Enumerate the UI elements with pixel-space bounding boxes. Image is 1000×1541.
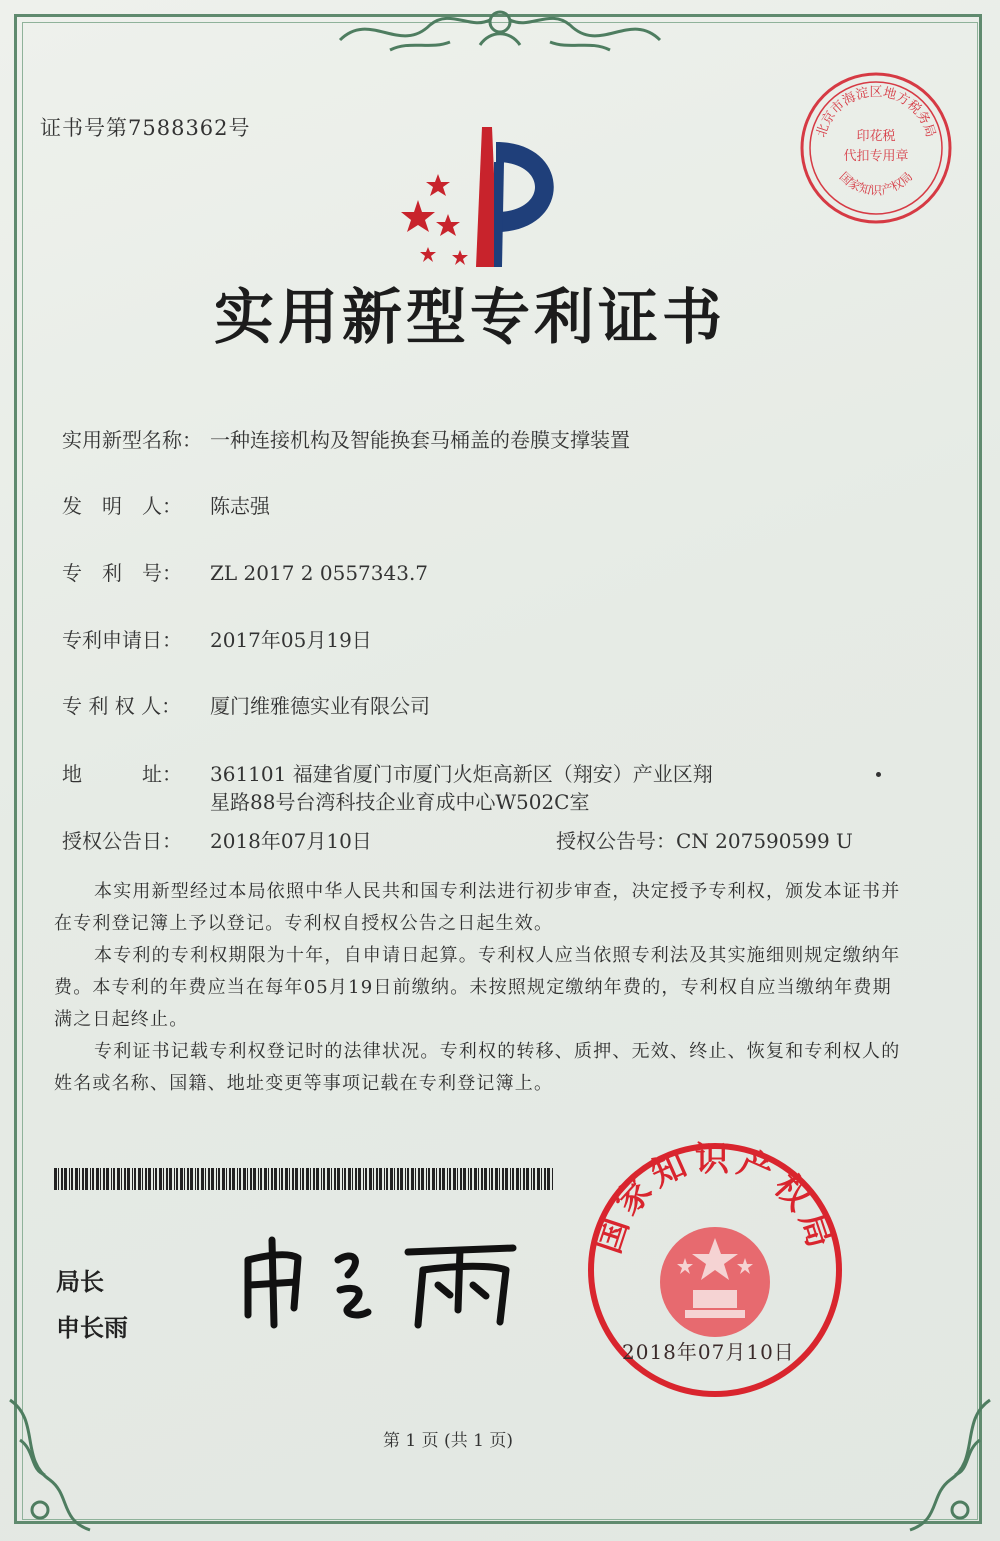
barcode-bar	[121, 1168, 122, 1190]
field-grant-no-label: 授权公告号：	[556, 829, 676, 853]
barcode-bar	[321, 1168, 322, 1190]
tax-stamp	[796, 68, 956, 228]
field-grant-no	[556, 825, 853, 854]
field-name	[62, 424, 630, 453]
field-owner	[62, 690, 430, 719]
barcode-bar	[176, 1168, 178, 1190]
barcode-bar	[79, 1168, 80, 1190]
barcode-bar	[132, 1168, 133, 1190]
field-inventor	[62, 490, 270, 519]
field-apply-date-value: 2017年05月19日	[210, 628, 372, 652]
barcode-bar	[205, 1168, 206, 1190]
barcode-bar	[229, 1168, 231, 1190]
barcode-bar	[310, 1168, 311, 1190]
barcode-bar	[100, 1168, 101, 1190]
certificate-number: 证书号第7588362号	[40, 116, 251, 140]
barcode-bar	[363, 1168, 364, 1190]
barcode-bar	[195, 1168, 196, 1190]
barcode-bar	[92, 1168, 94, 1190]
barcode-bar	[239, 1168, 241, 1190]
barcode-bar	[502, 1168, 504, 1190]
barcode-bar	[386, 1168, 388, 1190]
field-grant-date-label: 授权公告日：	[62, 829, 182, 853]
barcode-bar	[124, 1168, 126, 1190]
barcode-bar	[313, 1168, 315, 1190]
barcode-bar	[447, 1168, 448, 1190]
barcode-bar	[432, 1168, 435, 1190]
bottom-right-ornament	[880, 1380, 1000, 1541]
patent-office-logo	[398, 122, 578, 272]
barcode-bar	[463, 1168, 466, 1190]
top-ornament	[330, 0, 670, 62]
barcode-bar	[169, 1168, 172, 1190]
barcode-bar	[376, 1168, 378, 1190]
barcode-bar	[526, 1168, 529, 1190]
ink-dot	[876, 772, 881, 777]
barcode-bar	[407, 1168, 409, 1190]
barcode-bar	[394, 1168, 395, 1190]
barcode-bar	[491, 1168, 493, 1190]
barcode-bar	[523, 1168, 525, 1190]
barcode-bar	[260, 1168, 262, 1190]
paragraph-1: 本实用新型经过本局依照中华人民共和国专利法进行初步审查，决定授予专利权，颁发本证书并在专利登记簿上予以登记。专利权自授权公告之日起生效。	[54, 881, 901, 934]
barcode-bar	[106, 1168, 109, 1190]
barcode-bar	[166, 1168, 168, 1190]
barcode-bar	[61, 1168, 63, 1190]
barcode-bar	[155, 1168, 157, 1190]
barcode-bar	[96, 1168, 99, 1190]
barcode-bar	[138, 1168, 141, 1190]
barcode-bar	[264, 1168, 267, 1190]
barcode-bar	[397, 1168, 399, 1190]
barcode-bar	[103, 1168, 105, 1190]
barcode-bar	[222, 1168, 225, 1190]
barcode-bar	[537, 1168, 540, 1190]
barcode-bar	[247, 1168, 248, 1190]
barcode-bar	[369, 1168, 372, 1190]
barcode-bar	[552, 1168, 553, 1190]
field-address-line1: 361101 福建省厦门市厦门火炬高新区（翔安）产业区翔	[210, 762, 713, 786]
barcode-bar	[495, 1168, 498, 1190]
tax-stamp-outer-text: 北京市海淀区地方税务局	[814, 85, 938, 140]
barcode-bar	[449, 1168, 451, 1190]
barcode-bar	[237, 1168, 238, 1190]
barcode-bar	[111, 1168, 112, 1190]
barcode-bar	[184, 1168, 185, 1190]
barcode-bar	[379, 1168, 382, 1190]
barcode-bar	[468, 1168, 469, 1190]
barcode-bar	[281, 1168, 283, 1190]
tax-stamp-bottom-text: 国家知识产权局	[836, 169, 916, 198]
barcode-bar	[54, 1168, 57, 1190]
barcode-bar	[331, 1168, 332, 1190]
barcode-bar	[302, 1168, 304, 1190]
barcode-bar	[274, 1168, 277, 1190]
barcode-bar	[134, 1168, 136, 1190]
barcode-bar	[439, 1168, 441, 1190]
barcode-bar	[285, 1168, 288, 1190]
seal-text: 国家知识产权局	[588, 1140, 842, 1259]
barcode-bar	[300, 1168, 301, 1190]
barcode-bar	[85, 1168, 88, 1190]
barcode-bar	[516, 1168, 519, 1190]
barcode-bar	[421, 1168, 424, 1190]
field-address-line2: 星路88号台湾科技企业育成中心W502C室	[210, 790, 590, 814]
barcode-bar	[163, 1168, 164, 1190]
certificate-title: 实用新型专利证书	[214, 283, 726, 353]
barcode-bar	[334, 1168, 336, 1190]
barcode-bar	[153, 1168, 154, 1190]
barcode-bar	[113, 1168, 115, 1190]
barcode-bar	[127, 1168, 130, 1190]
barcode-bar	[295, 1168, 298, 1190]
barcode-bar	[268, 1168, 269, 1190]
barcode-bar	[355, 1168, 357, 1190]
barcode-bar	[342, 1168, 343, 1190]
barcode-bar	[460, 1168, 462, 1190]
barcode-bar	[218, 1168, 220, 1190]
field-apply-date-label: 专利申请日：	[62, 628, 182, 652]
barcode-bar	[505, 1168, 508, 1190]
barcode-bar	[470, 1168, 472, 1190]
barcode-bar	[384, 1168, 385, 1190]
director-signature	[228, 1230, 528, 1330]
barcode-bar	[216, 1168, 217, 1190]
field-owner-value: 厦门维雅德实业有限公司	[210, 694, 430, 718]
barcode-bar	[232, 1168, 235, 1190]
barcode-bar	[426, 1168, 427, 1190]
barcode-bar	[358, 1168, 361, 1190]
barcode-bar	[71, 1168, 73, 1190]
barcode-bar	[400, 1168, 403, 1190]
barcode-bar	[390, 1168, 393, 1190]
barcode-bar	[457, 1168, 458, 1190]
barcode-bar	[544, 1168, 546, 1190]
barcode-bar	[250, 1168, 252, 1190]
barcode-bar	[442, 1168, 445, 1190]
barcode-bar	[344, 1168, 346, 1190]
field-patent-no-value: ZL 2017 2 0557343.7	[210, 561, 429, 585]
bottom-left-ornament	[0, 1380, 120, 1541]
barcode-bar	[75, 1168, 78, 1190]
barcode-bar	[489, 1168, 490, 1190]
barcode-bar	[348, 1168, 351, 1190]
field-name-value: 一种连接机构及智能换套马桶盖的卷膜支撑装置	[210, 428, 630, 452]
barcode-bar	[547, 1168, 550, 1190]
page-footer: 第 1 页 (共 1 页)	[383, 1431, 513, 1451]
field-name-label: 实用新型名称：	[62, 428, 202, 452]
field-patent-no-label: 专 利 号：	[62, 561, 182, 585]
barcode-bar	[323, 1168, 325, 1190]
barcode-bar	[541, 1168, 542, 1190]
barcode-bar	[117, 1168, 120, 1190]
field-owner-label: 专 利 权 人：	[62, 694, 182, 718]
barcode-bar	[142, 1168, 143, 1190]
field-apply-date	[62, 624, 372, 653]
barcode-bar	[411, 1168, 414, 1190]
paragraph-3: 专利证书记载专利权登记时的法律状况。专利权的转移、质押、无效、终止、恢复和专利权人的姓名或名称、国籍、地址变更等事项记载在专利登记簿上。	[54, 1041, 901, 1094]
field-patent-no	[62, 557, 428, 586]
barcode-bar	[279, 1168, 280, 1190]
barcode-bar	[253, 1168, 256, 1190]
director-title: 局长	[56, 1268, 104, 1296]
barcode-bar	[365, 1168, 367, 1190]
field-grant-no-value: CN 207590599 U	[676, 829, 853, 853]
field-address	[62, 758, 713, 787]
barcode-bar	[180, 1168, 183, 1190]
barcode-bar	[474, 1168, 477, 1190]
barcode-bar	[148, 1168, 151, 1190]
barcode-bar	[418, 1168, 420, 1190]
barcode-bar	[226, 1168, 227, 1190]
barcode-bar	[478, 1168, 479, 1190]
barcode-bar	[69, 1168, 70, 1190]
barcode-bar	[316, 1168, 319, 1190]
paragraph-2: 本专利的专利权期限为十年，自申请日起算。专利权人应当依照专利法及其实施细则规定缴纳年费。本专利的年费应当在每年05月19日前缴纳。未按照规定缴纳年费的，专利权自应当缴纳年费期满之日起终止。	[54, 945, 901, 1030]
barcode-bar	[187, 1168, 189, 1190]
director-name: 申长雨	[56, 1314, 128, 1342]
barcode-bar	[499, 1168, 500, 1190]
barcode-bar	[174, 1168, 175, 1190]
barcode-bar	[352, 1168, 353, 1190]
barcode-bar	[337, 1168, 340, 1190]
barcode-bar	[306, 1168, 309, 1190]
barcode-bar	[453, 1168, 456, 1190]
barcode-bar	[289, 1168, 290, 1190]
barcode-bar	[292, 1168, 294, 1190]
barcode-bar	[481, 1168, 483, 1190]
barcode	[54, 1168, 554, 1190]
barcode-bar	[531, 1168, 532, 1190]
barcode-bar	[145, 1168, 147, 1190]
barcode-bar	[405, 1168, 406, 1190]
svg-text:国家知识产权局	[837, 169, 916, 197]
barcode-bar	[520, 1168, 521, 1190]
barcode-bar	[159, 1168, 162, 1190]
barcode-bar	[201, 1168, 204, 1190]
field-inventor-label: 发 明 人：	[62, 494, 182, 518]
barcode-bar	[243, 1168, 246, 1190]
barcode-bar	[512, 1168, 514, 1190]
barcode-bar	[258, 1168, 259, 1190]
barcode-bar	[436, 1168, 437, 1190]
barcode-bar	[510, 1168, 511, 1190]
barcode-bar	[415, 1168, 416, 1190]
barcode-bar	[64, 1168, 67, 1190]
field-grant-date-value: 2018年07月10日	[210, 829, 372, 853]
barcode-bar	[82, 1168, 84, 1190]
tax-stamp-inner-1: 印花税	[856, 129, 896, 144]
barcode-bar	[190, 1168, 193, 1190]
barcode-bar	[428, 1168, 430, 1190]
barcode-bar	[373, 1168, 374, 1190]
barcode-bar	[533, 1168, 535, 1190]
barcode-bar	[197, 1168, 199, 1190]
seal-date: 2018年07月10日	[622, 1340, 795, 1364]
barcode-bar	[208, 1168, 210, 1190]
barcode-bar	[90, 1168, 91, 1190]
field-address-label: 地 址：	[62, 762, 182, 786]
barcode-bar	[271, 1168, 273, 1190]
barcode-bar	[484, 1168, 487, 1190]
field-grant-date	[62, 825, 372, 854]
field-inventor-value: 陈志强	[210, 494, 270, 518]
barcode-bar	[327, 1168, 330, 1190]
tax-stamp-inner-2: 代扣专用章	[843, 149, 909, 164]
barcode-bar	[211, 1168, 214, 1190]
barcode-bar	[58, 1168, 59, 1190]
